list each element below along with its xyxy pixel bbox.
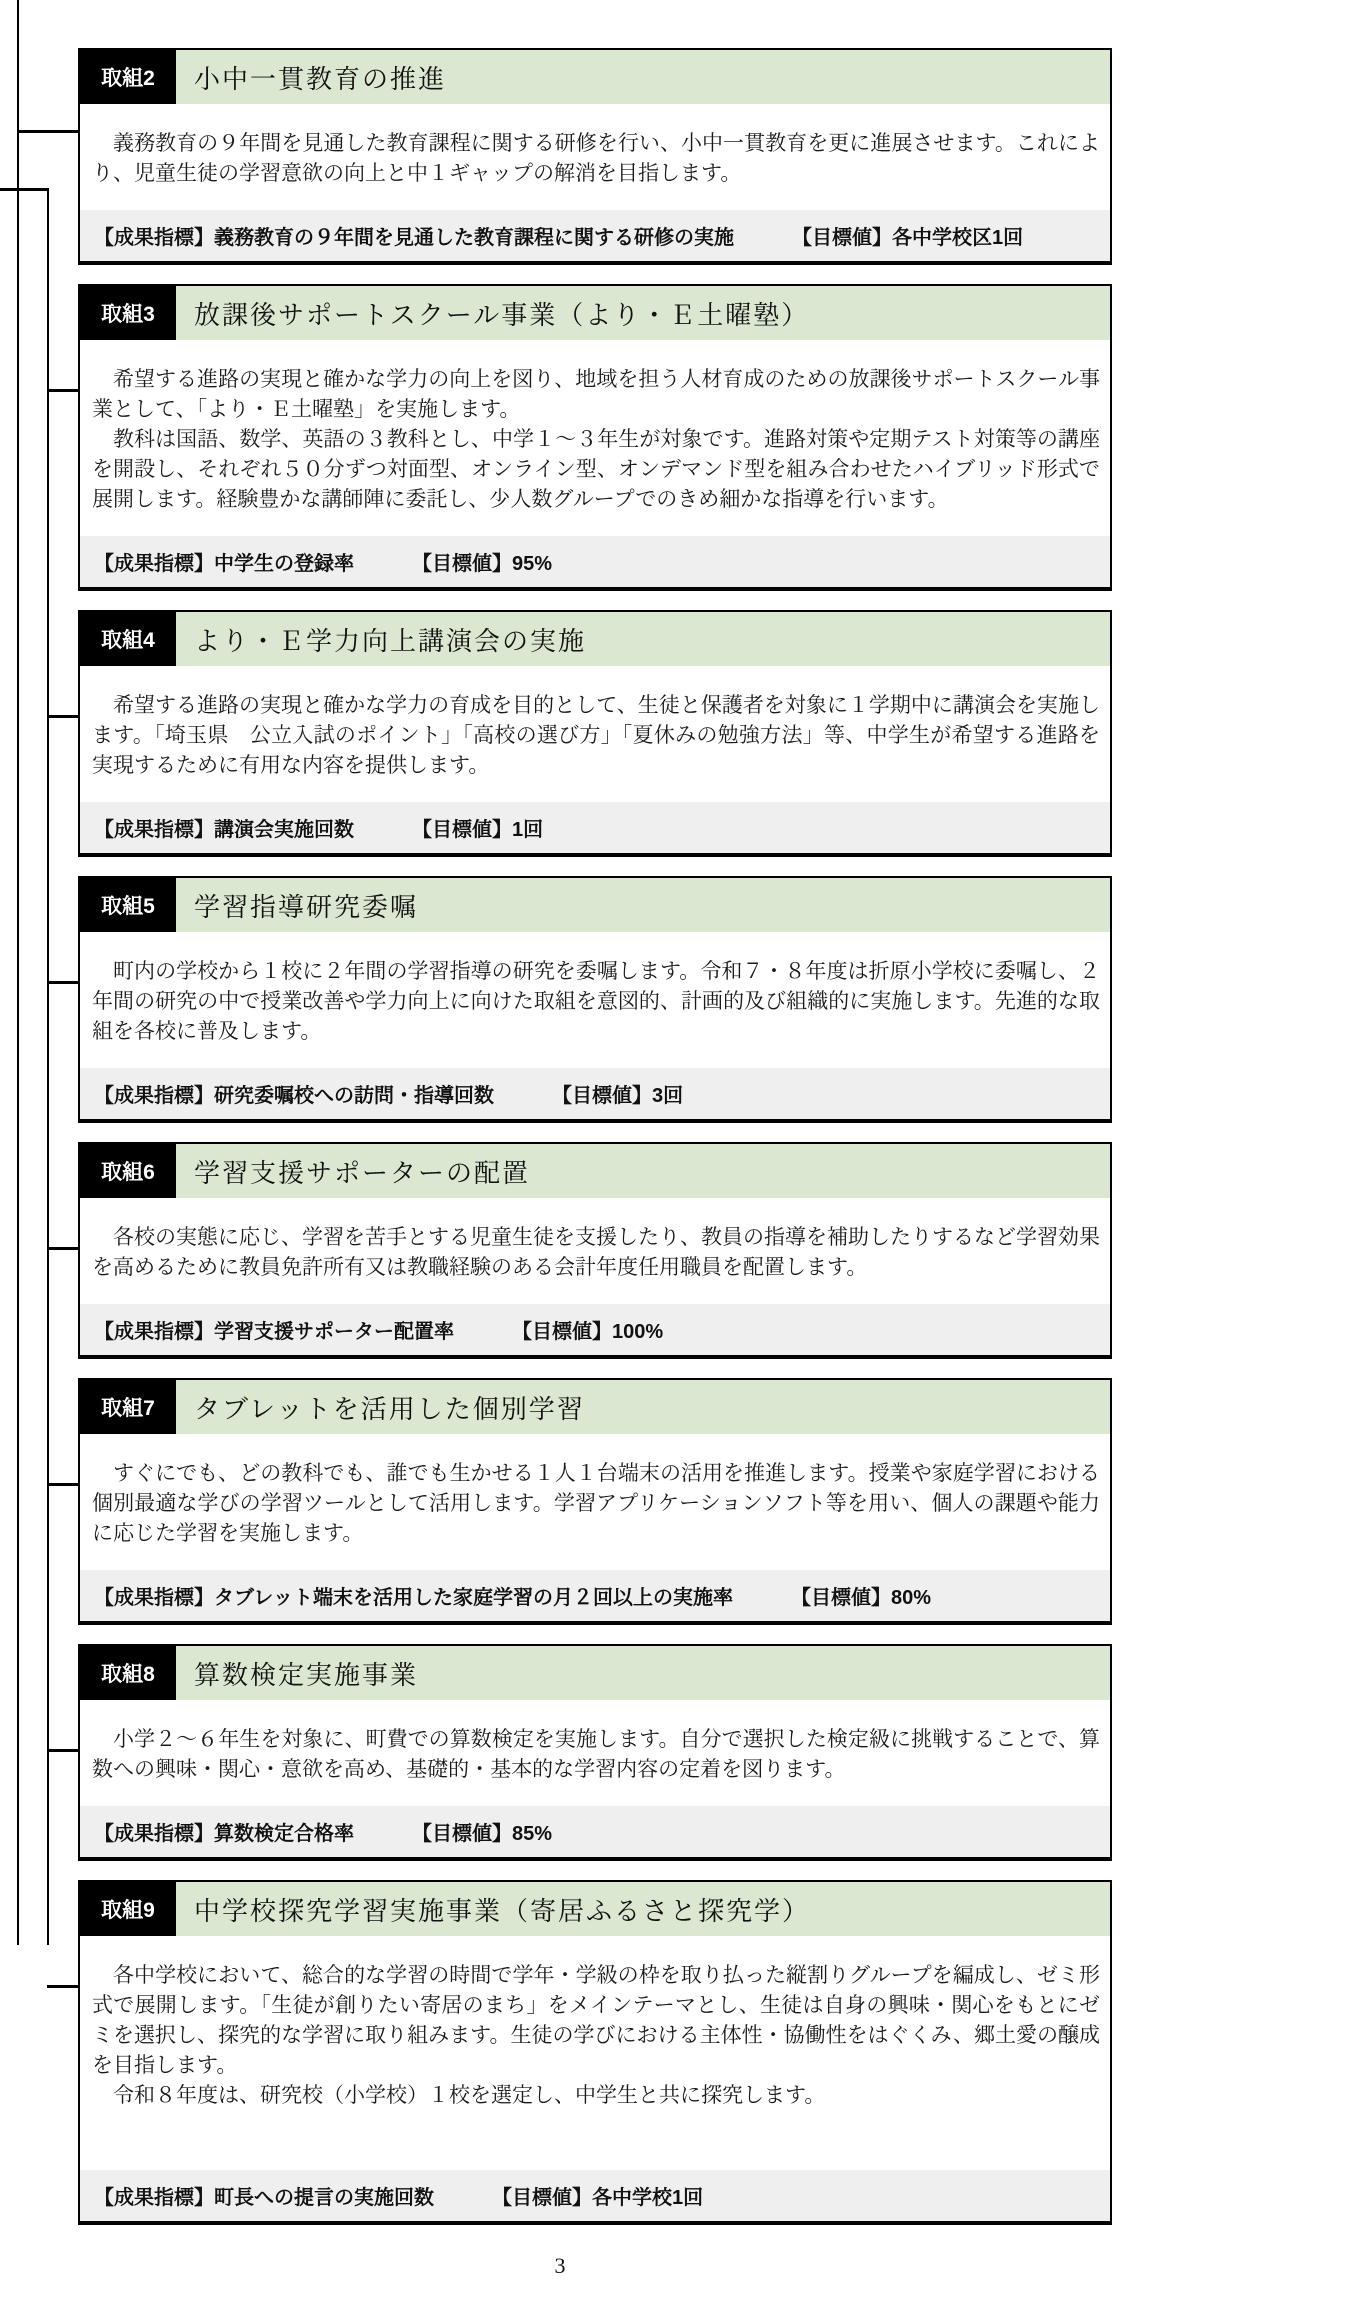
- outcome-indicator: 【成果指標】研究委嘱校への訪問・指導回数: [94, 1085, 494, 1107]
- target-value: 【目標値】1回: [412, 819, 544, 841]
- initiative-description: [80, 1936, 1110, 2170]
- target-value: 【目標値】3回: [552, 1085, 684, 1107]
- initiative-description: [80, 666, 1110, 802]
- initiative-title: タブレットを活用した個別学習: [176, 1380, 1110, 1434]
- tree-connector: [47, 1483, 80, 1486]
- target-value: 【目標値】各中学校区1回: [792, 227, 1024, 249]
- initiative-description: [80, 1700, 1110, 1806]
- description-paragraph: 希望する進路の実現と確かな学力の向上を図り、地域を担う人材育成のための放課後サポートスクール事業として、「より・Ｅ土曜塾」を実施します。: [92, 367, 1100, 421]
- description-paragraph: 各中学校において、総合的な学習の時間で学年・学級の枠を取り払った縦割りグループを編成し、ゼミ形式で展開します。「生徒が創りたい寄居のまち」をメインテーマとし、生徒は自身の興味・関心をもとにゼミを選択し、探究的な学習に取り組みます。生徒の学びにおける主体性・協働性をはぐくみ、郷土愛の醸成を目指します。: [92, 1963, 1100, 2077]
- initiative-label: 取組9: [80, 1882, 176, 1936]
- tree-connector: [47, 715, 80, 718]
- tree-connector: [47, 1749, 80, 1752]
- section-header: [80, 1882, 1110, 1936]
- target-value: 【目標値】100%: [512, 1321, 664, 1343]
- metrics-bar: [80, 536, 1110, 587]
- initiative-description: [80, 932, 1110, 1068]
- description-paragraph: 令和８年度は、研究校（小学校）１校を選定し、中学生と共に探究します。: [113, 2083, 826, 2107]
- initiatives-list: [78, 0, 1112, 2225]
- metrics-bar: [80, 1304, 1110, 1355]
- initiative-description: [80, 340, 1110, 536]
- section-header: [80, 1646, 1110, 1700]
- initiative-description: [80, 1434, 1110, 1570]
- initiative-section-7: [78, 1378, 1112, 1625]
- initiative-title: 学習指導研究委嘱: [176, 878, 1110, 932]
- tree-tick: [0, 188, 49, 191]
- initiative-section-9: [78, 1880, 1112, 2225]
- initiative-title: 算数検定実施事業: [176, 1646, 1110, 1700]
- outcome-indicator: 【成果指標】学習支援サポーター配置率: [94, 1321, 454, 1343]
- tree-connector: [47, 981, 80, 984]
- outcome-indicator: 【成果指標】義務教育の９年間を見通した教育課程に関する研修の実施: [94, 227, 734, 249]
- initiative-title: 放課後サポートスクール事業（より・Ｅ土曜塾）: [176, 286, 1110, 340]
- tree-connector: [47, 1985, 80, 1988]
- description-paragraph: 義務教育の９年間を見通した教育課程に関する研修を行い、小中一貫教育を更に進展させます。これにより、児童生徒の学習意欲の向上と中１ギャップの解消を目指します。: [92, 131, 1100, 185]
- page-number: 3: [554, 2253, 566, 2278]
- metrics-bar: [80, 1806, 1110, 1857]
- initiative-label: 取組3: [80, 286, 176, 340]
- section-header: [80, 1380, 1110, 1434]
- initiative-section-8: [78, 1644, 1112, 1861]
- metrics-bar: [80, 2170, 1110, 2221]
- initiative-label: 取組8: [80, 1646, 176, 1700]
- tree-connector: [47, 389, 80, 392]
- description-paragraph: 小学２～６年生を対象に、町費での算数検定を実施します。自分で選択した検定級に挑戦することで、算数への興味・関心・意欲を高め、基礎的・基本的な学習内容の定着を図ります。: [92, 1727, 1100, 1781]
- description-paragraph: 町内の学校から１校に２年間の学習指導の研究を委嘱します。令和７・８年度は折原小学校に委嘱し、２年間の研究の中で授業改善や学力向上に向けた取組を意図的、計画的及び組織的に実施します。先進的な取組を各校に普及します。: [92, 959, 1100, 1043]
- initiative-title: 中学校探究学習実施事業（寄居ふるさと探究学）: [176, 1882, 1110, 1936]
- section-header: [80, 612, 1110, 666]
- description-paragraph: 各校の実態に応じ、学習を苦手とする児童生徒を支援したり、教員の指導を補助したりするなど学習効果を高めるために教員免許所有又は教職経験のある会計年度任用職員を配置します。: [92, 1225, 1100, 1279]
- tree-connector: [17, 130, 80, 133]
- metrics-bar: [80, 1068, 1110, 1119]
- metrics-bar: [80, 1570, 1110, 1621]
- tree-connector: [47, 1247, 80, 1250]
- description-paragraph: 教科は国語、数学、英語の３教科とし、中学１～３年生が対象です。進路対策や定期テスト対策等の講座を開設し、それぞれ５０分ずつ対面型、オンライン型、オンデマンド型を組み合わせたハイブリッド形式で展開します。経験豊かな講師陣に委託し、少人数グループでのきめ細かな指導を行います。: [92, 427, 1100, 511]
- initiative-section-3: [78, 284, 1112, 591]
- target-value: 【目標値】85%: [412, 1823, 553, 1845]
- initiative-label: 取組4: [80, 612, 176, 666]
- outcome-indicator: 【成果指標】タブレット端末を活用した家庭学習の月２回以上の実施率: [94, 1587, 733, 1609]
- outcome-indicator: 【成果指標】講演会実施回数: [94, 819, 354, 841]
- initiative-title: 学習支援サポーターの配置: [176, 1144, 1110, 1198]
- initiative-section-4: [78, 610, 1112, 857]
- initiative-description: [80, 1198, 1110, 1304]
- outcome-indicator: 【成果指標】算数検定合格率: [94, 1823, 354, 1845]
- outcome-indicator: 【成果指標】中学生の登録率: [94, 553, 354, 575]
- initiative-title: 小中一貫教育の推進: [176, 50, 1110, 104]
- target-value: 【目標値】各中学校1回: [492, 2187, 704, 2209]
- initiative-description: [80, 104, 1110, 210]
- outcome-indicator: 【成果指標】町長への提言の実施回数: [94, 2187, 434, 2209]
- section-header: [80, 878, 1110, 932]
- initiative-section-5: [78, 876, 1112, 1123]
- initiative-section-6: [78, 1142, 1112, 1359]
- initiative-label: 取組2: [80, 50, 176, 104]
- initiative-label: 取組6: [80, 1144, 176, 1198]
- initiative-section-2: [78, 48, 1112, 265]
- tree-trunk-line: [17, 0, 19, 1945]
- target-value: 【目標値】95%: [412, 553, 553, 575]
- metrics-bar: [80, 210, 1110, 261]
- section-header: [80, 286, 1110, 340]
- initiative-label: 取組5: [80, 878, 176, 932]
- description-paragraph: 希望する進路の実現と確かな学力の育成を目的として、生徒と保護者を対象に１学期中に講演会を実施します。「埼玉県 公立入試のポイント」「高校の選び方」「夏休みの勉強方法」等、中学生が希望する進路を実現するために有用な内容を提供します。: [92, 693, 1100, 777]
- metrics-bar: [80, 802, 1110, 853]
- section-header: [80, 1144, 1110, 1198]
- section-header: [80, 50, 1110, 104]
- description-paragraph: すぐにでも、どの教科でも、誰でも生かせる１人１台端末の活用を推進します。授業や家庭学習における個別最適な学びの学習ツールとして活用します。学習アプリケーションソフト等を用い、個人の課題や能力に応じた学習を実施します。: [92, 1461, 1100, 1545]
- tree-branch-line: [47, 188, 49, 1945]
- target-value: 【目標値】80%: [791, 1587, 932, 1609]
- initiative-label: 取組7: [80, 1380, 176, 1434]
- initiative-title: より・Ｅ学力向上講演会の実施: [176, 612, 1110, 666]
